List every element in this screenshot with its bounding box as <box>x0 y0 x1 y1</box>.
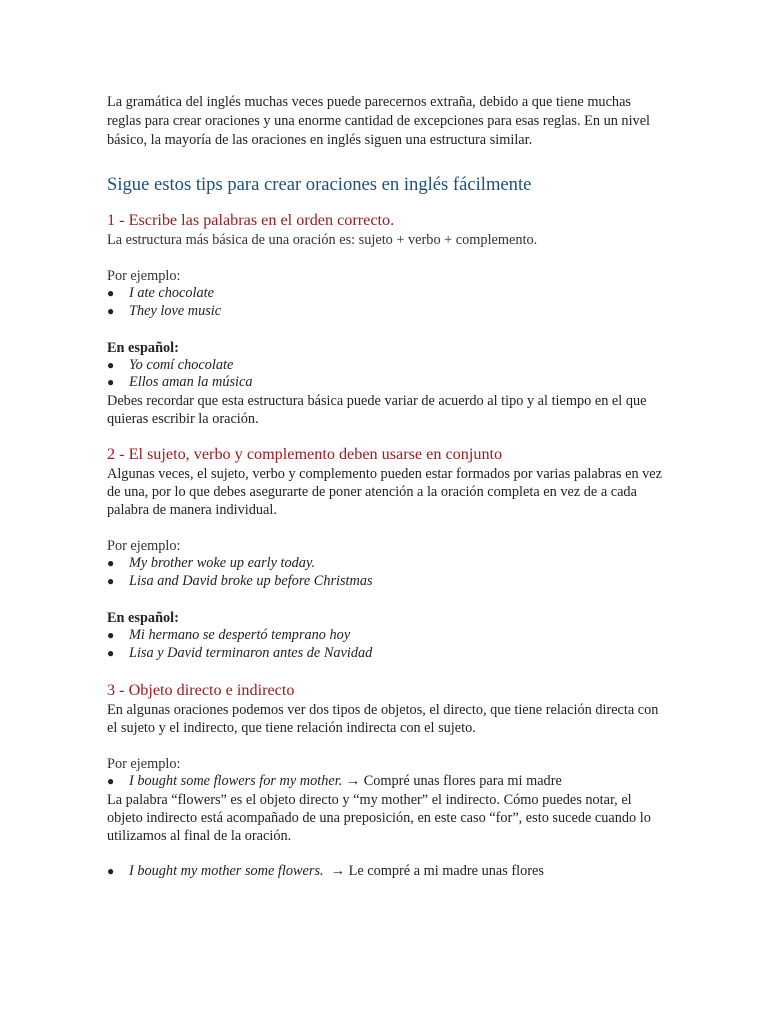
bullet-icon: ● <box>107 864 115 879</box>
section-2-title: 2 - El sujeto, verbo y complemento deben usarse en conjunto <box>107 445 503 464</box>
list-item: ● Yo comí chocolate <box>107 356 234 373</box>
section-1-text: La estructura más básica de una oración es: sujeto + verbo + complemento. <box>107 232 538 248</box>
section-1-example-label: Por ejemplo: <box>107 268 181 284</box>
section-3-example-1 <box>107 773 662 791</box>
main-heading: Sigue estos tips para crear oraciones en inglés fácilmente <box>107 174 532 195</box>
section-1-examples <box>107 285 662 321</box>
section-3-example-2 <box>107 863 662 881</box>
section-3-title: 3 - Objeto directo e indirecto <box>107 681 295 700</box>
bullet-icon: ● <box>107 375 115 390</box>
section-2-text: Algunas veces, el sujeto, verbo y complemento pueden estar formados por varias palabras en vez de una, por lo que debes asegurarte de poner atención a la oración completa en vez de a cada palabra de manera individual. <box>107 466 663 519</box>
section-2-spanish <box>107 627 662 663</box>
bullet-icon: ● <box>107 357 115 372</box>
bullet-icon: ● <box>107 645 115 660</box>
bullet-icon: ● <box>107 286 115 300</box>
section-2-examples <box>107 555 662 591</box>
section-1-spanish-label: En español: <box>107 339 179 356</box>
document-page <box>107 90 662 881</box>
list-item: ● I bought some flowers for my mother. → Compré unas flores para mi madre <box>107 773 562 790</box>
section-1-title: 1 - Escribe las palabras en el orden correcto. <box>107 211 395 229</box>
bullet-icon: ● <box>107 556 115 571</box>
section-2-example-label: Por ejemplo: <box>107 538 181 555</box>
list-item: ● They love music <box>107 302 222 319</box>
list-item: ● Lisa and David broke up before Christmas <box>107 572 373 589</box>
section-2-spanish-label: En español: <box>107 609 179 626</box>
list-item: ● Ellos aman la música <box>107 374 253 391</box>
bullet-icon: ● <box>107 627 115 642</box>
list-item: ● Mi hermano se despertó temprano hoy <box>107 626 351 643</box>
section-1-spanish <box>107 357 662 393</box>
section-3-example-label: Por ejemplo: <box>107 756 181 773</box>
list-item: ● Lisa y David terminaron antes de Navidad <box>107 644 373 661</box>
bullet-icon: ● <box>107 303 115 318</box>
list-item: ● I bought my mother some flowers. → Le compré a mi madre unas flores <box>107 863 544 880</box>
section-1-note: Debes recordar que esta estructura básica puede variar de acuerdo al tipo y al tiempo en el que quieras escribir la oración. <box>107 393 647 428</box>
list-item: ● I ate chocolate <box>107 285 214 301</box>
section-3-explanation: La palabra “flowers” es el objeto directo y “my mother” el indirecto. Cómo puedes notar, el objeto indirecto está acompañado de una preposición, en este caso “for”, esto sucede cuando lo utilizamos al final de la oración. <box>107 792 651 845</box>
bullet-icon: ● <box>107 573 115 588</box>
bullet-icon: ● <box>107 774 115 789</box>
section-3-text: En algunas oraciones podemos ver dos tipos de objetos, el directo, que tiene relación directa con el sujeto y el indirecto, que tiene relación indirecta con el sujeto. <box>107 702 659 737</box>
intro-paragraph: La gramática del inglés muchas veces puede parecernos extraña, debido a que tiene muchas reglas para crear oraciones y una enorme cantidad de excepciones para esas reglas. En un nivel básico, la mayoría de las oraciones en inglés siguen una estructura similar. <box>107 94 651 148</box>
list-item: ● My brother woke up early today. <box>107 555 316 572</box>
